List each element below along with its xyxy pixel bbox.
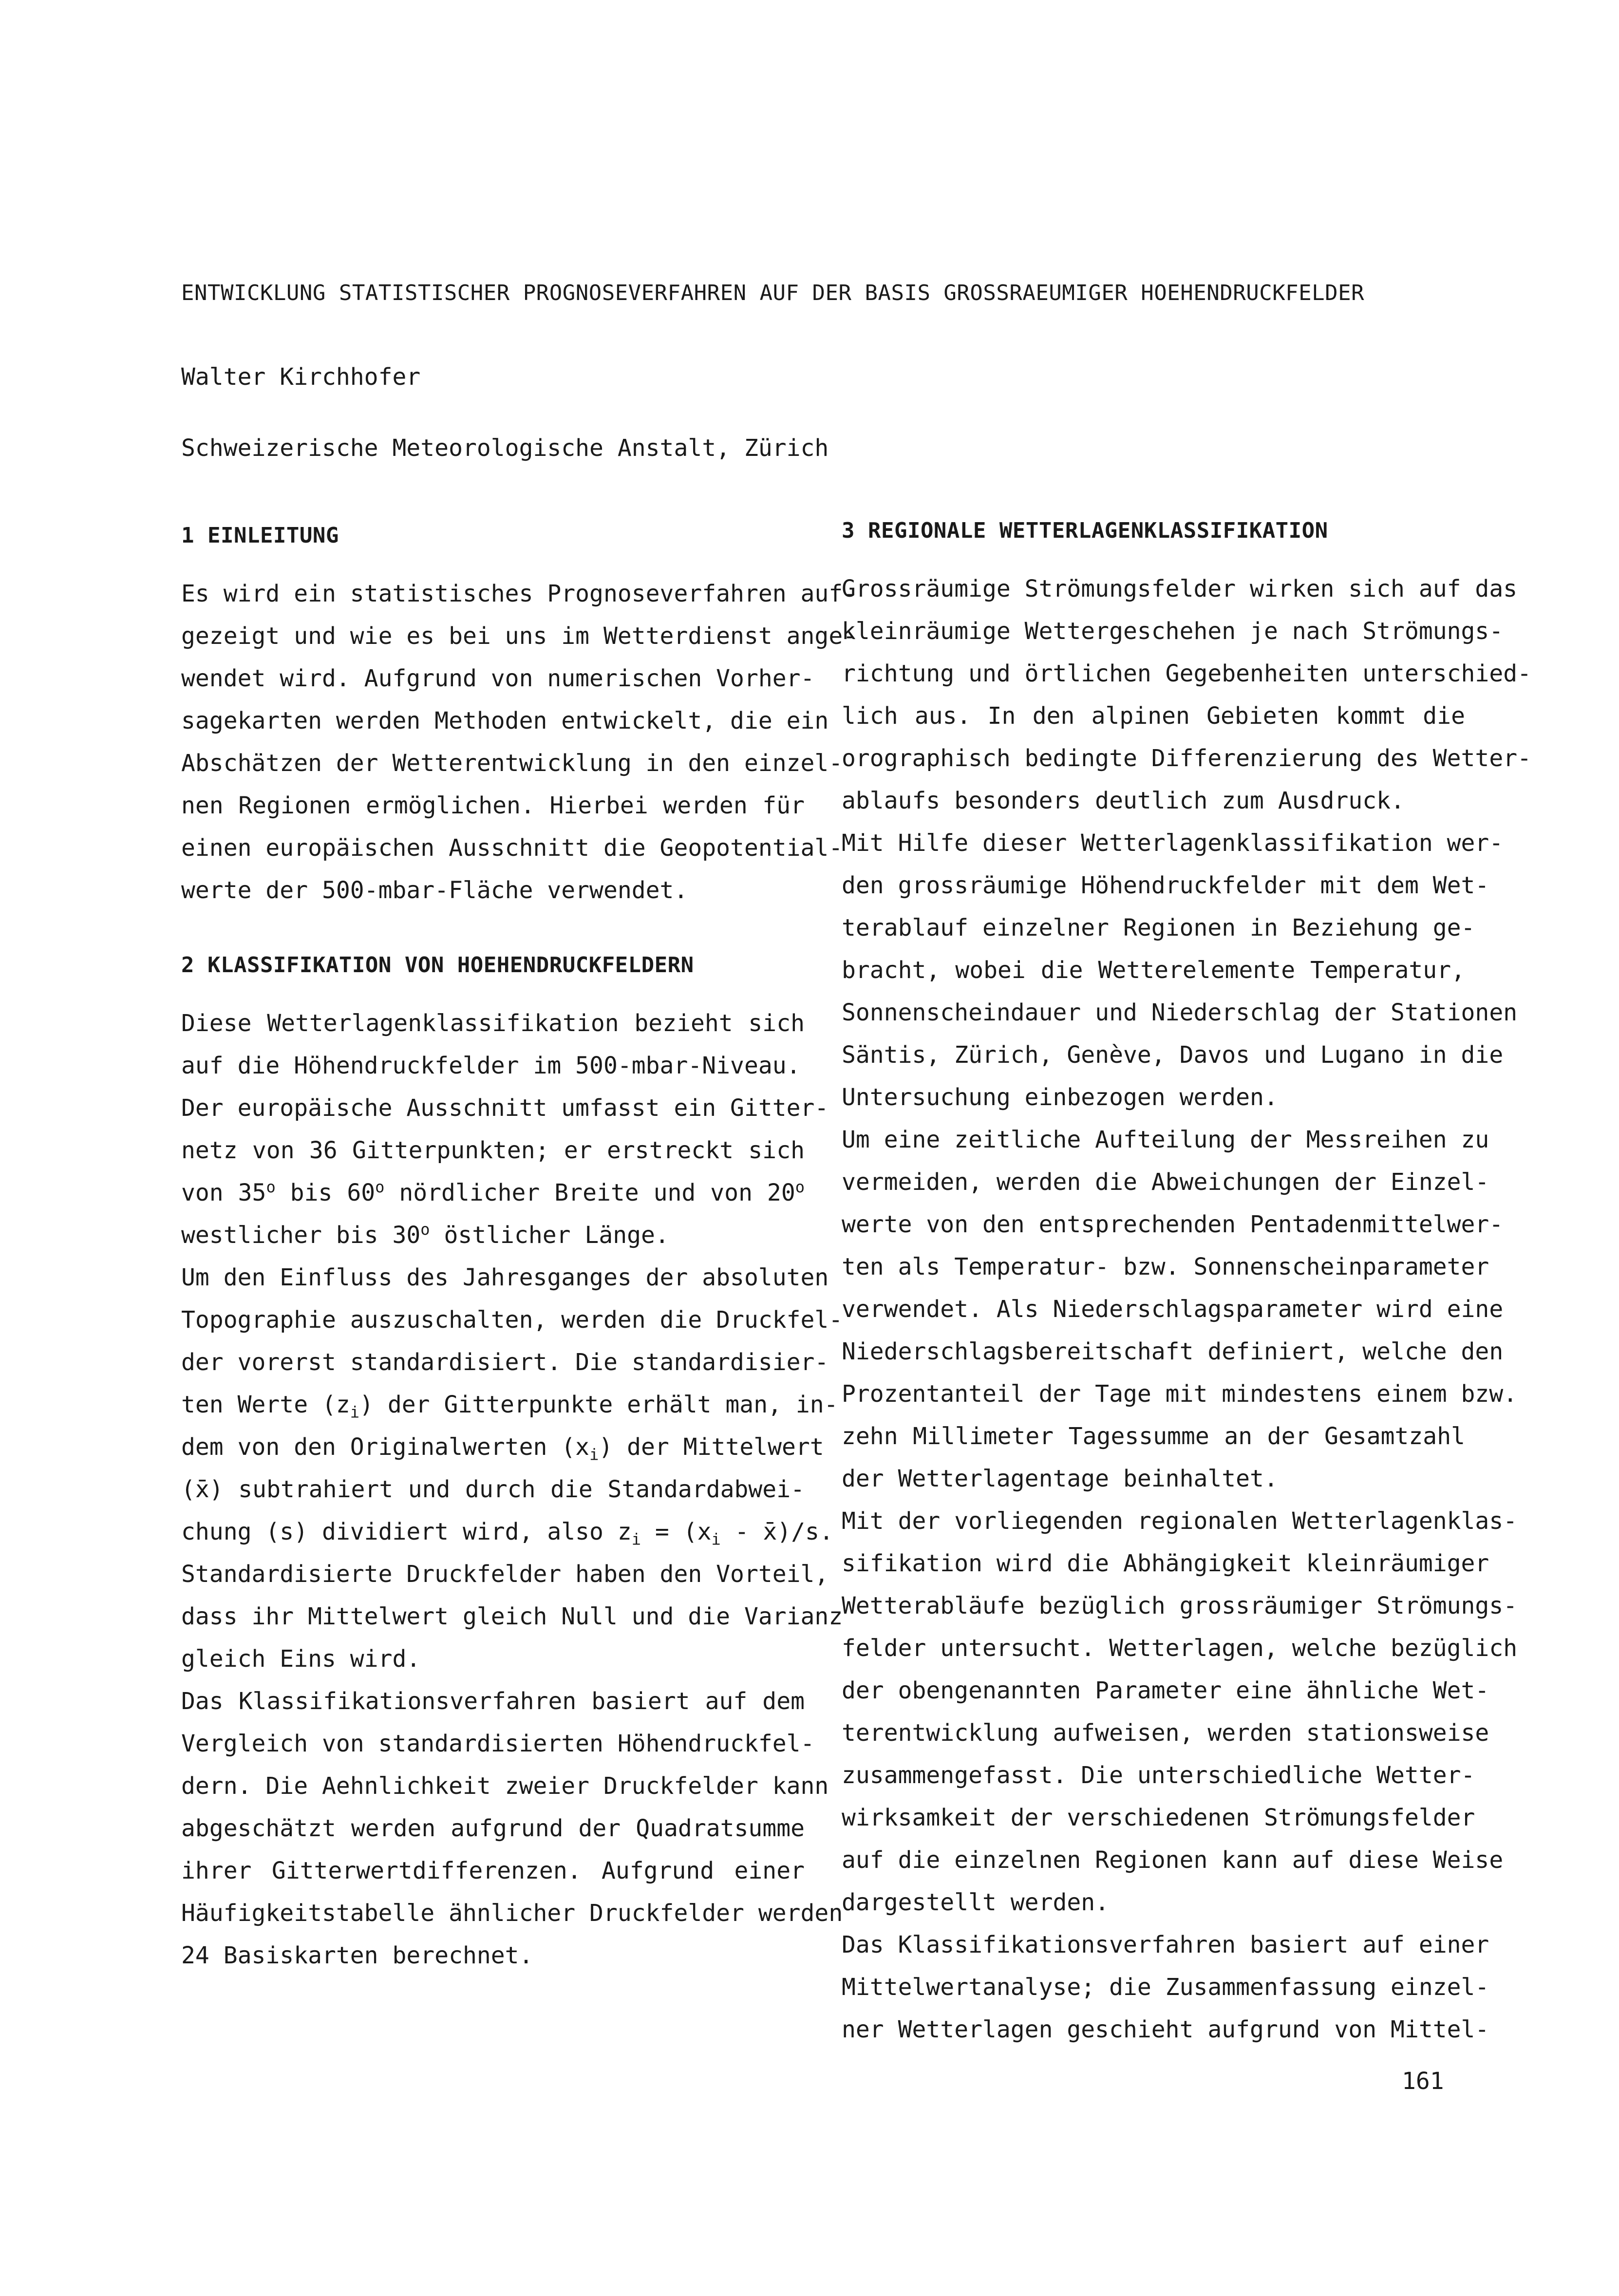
text-line: Das Klassifikationsverfahren basiert auf dem — [181, 1688, 805, 1715]
text-line: sifikation wird die Abhängigkeit kleinräumiger — [842, 1550, 1489, 1577]
paragraph-einleitung — [181, 573, 857, 912]
text-line: terentwicklung aufweisen, werden stationsweise — [842, 1719, 1489, 1747]
text-line: gleich Eins wird. — [181, 1645, 421, 1673]
text-line: Mittelwertanalyse; die Zusammenfassung einzel- — [842, 1974, 1489, 2001]
text-line: auf die Höhendruckfelder im 500-mbar-Niveau. — [181, 1052, 801, 1079]
text-line: Um den Einfluss des Jahresganges der absoluten — [181, 1264, 829, 1291]
section-heading-klassifikation: 2 KLASSIFIKATION VON HOEHENDRUCKFELDERN — [181, 953, 694, 978]
text-line: werte der 500-mbar-Fläche verwendet. — [181, 877, 688, 904]
text-line: der Wetterlagentage beinhaltet. — [842, 1465, 1278, 1492]
text-line: Das Klassifikationsverfahren basiert auf einer — [842, 1931, 1489, 1958]
section-heading-einleitung: 1 EINLEITUNG — [181, 523, 339, 548]
section-heading-regionale: 3 REGIONALE WETTERLAGENKLASSIFIKATION — [842, 518, 1328, 543]
text-line: Niederschlagsbereitschaft definiert, welche den — [842, 1338, 1504, 1365]
left-column — [181, 521, 857, 1977]
text-line: zehn Millimeter Tagessumme an der Gesamtzahl — [842, 1423, 1465, 1450]
text-line: ablaufs besonders deutlich zum Ausdruck. — [842, 787, 1405, 814]
text-line: Abschätzen der Wetterentwicklung in den einzel- — [181, 750, 843, 777]
text-line: ihrer Gitterwertdifferenzen. Aufgrund einer — [181, 1857, 805, 1884]
text-line: Standardisierte Druckfelder haben den Vorteil, — [181, 1561, 829, 1588]
text-line: ten als Temperatur- bzw. Sonnenscheinparameter — [842, 1253, 1489, 1280]
paragraph-regionale — [842, 568, 1532, 2051]
text-line: Der europäische Ausschnitt umfasst ein Gitter- — [181, 1094, 829, 1122]
text-line: der obengenannten Parameter eine ähnliche Wet- — [842, 1677, 1489, 1704]
text-line: vermeiden, werden die Abweichungen der Einzel- — [842, 1168, 1489, 1196]
text-line: Säntis, Zürich, Genève, Davos und Lugano in die — [842, 1041, 1504, 1069]
text-line: (x̄) subtrahiert und durch die Standardabwei- — [181, 1476, 805, 1503]
text-line-subscript: dem von den Originalwerten $(x_i)$ der Mittelwert — [181, 1433, 824, 1464]
text-line: Prozentanteil der Tage mit mindestens einem bzw. — [842, 1380, 1518, 1408]
text-line: dargestellt werden. — [842, 1889, 1110, 1916]
text-line: orographisch bedingte Differenzierung des Wetter- — [842, 745, 1532, 772]
text-line: kleinräumige Wettergeschehen je nach Strömungs- — [842, 618, 1504, 645]
text-line: Um eine zeitliche Aufteilung der Messreihen zu — [842, 1126, 1489, 1153]
text-line: dern. Die Aehnlichkeit zweier Druckfelder kann — [181, 1772, 829, 1800]
text-line: ner Wetterlagen geschieht aufgrund von Mittel- — [842, 2016, 1489, 2043]
author-name: Walter Kirchhofer — [181, 363, 421, 391]
text-line: bracht, wobei die Wetterelemente Temperatur, — [842, 957, 1465, 984]
page-number: 161 — [1402, 2068, 1444, 2095]
text-line: auf die einzelnen Regionen kann auf diese Weise — [842, 1846, 1504, 1874]
text-line: werte von den entsprechenden Pentadenmittelwer- — [842, 1211, 1504, 1238]
text-line: den grossräumige Höhendruckfelder mit dem Wet- — [842, 872, 1489, 899]
text-line: lich aus. In den alpinen Gebieten kommt die — [842, 702, 1465, 730]
text-line: verwendet. Als Niederschlagsparameter wird eine — [842, 1296, 1504, 1323]
text-line: Sonnenscheindauer und Niederschlag der Stationen — [842, 999, 1518, 1026]
paragraph-klassifikation — [181, 1002, 843, 1977]
document-title: ENTWICKLUNG STATISTISCHER PROGNOSEVERFAHREN AUF DER BASIS GROSSRAEUMIGER HOEHENDRUCKFELDER — [181, 281, 1365, 305]
text-line: nen Regionen ermöglichen. Hierbei werden für — [181, 792, 805, 819]
text-line: 24 Basiskarten berechnet. — [181, 1942, 533, 1969]
text-line: Wetterabläufe bezüglich grossräumiger Strömungs- — [842, 1592, 1518, 1619]
text-line: Diese Wetterlagenklassifikation bezieht sich — [181, 1010, 805, 1037]
text-line: felder untersucht. Wetterlagen, welche bezüglich — [842, 1635, 1518, 1662]
text-line: Grossräumige Strömungsfelder wirken sich auf das — [842, 575, 1518, 602]
text-line: Mit Hilfe dieser Wetterlagenklassifikation wer- — [842, 829, 1504, 857]
text-line: zusammengefasst. Die unterschiedliche Wetter- — [842, 1762, 1475, 1789]
text-line: wirksamkeit der verschiedenen Strömungsfelder — [842, 1804, 1475, 1831]
text-line-degrees: von 35$^o$ bis 60$^o$ nördlicher Breite und von 20$^o$ — [181, 1178, 805, 1206]
text-line: dass ihr Mittelwert gleich Null und die Varianz — [181, 1603, 843, 1630]
text-line-degrees: westlicher bis 30$^o$ östlicher Länge. — [181, 1220, 669, 1249]
text-line: gezeigt und wie es bei uns im Wetterdienst ange- — [181, 622, 857, 650]
text-line: abgeschätzt werden aufgrund der Quadratsumme — [181, 1815, 805, 1842]
formula-line: chung (s) dividiert wird, also $z_i = (x_i$ - x̄)/s. — [181, 1518, 833, 1549]
text-line: wendet wird. Aufgrund von numerischen Vorher- — [181, 665, 815, 692]
text-line: Häufigkeitstabelle ähnlicher Druckfelder werden — [181, 1900, 843, 1927]
right-column — [842, 516, 1532, 2051]
author-institution: Schweizerische Meteorologische Anstalt, Zürich — [181, 434, 829, 462]
text-line: der vorerst standardisiert. Die standardisier- — [181, 1349, 829, 1376]
text-line: Mit der vorliegenden regionalen Wetterlagenklas- — [842, 1507, 1518, 1535]
text-line: terablauf einzelner Regionen in Beziehung ge- — [842, 914, 1475, 941]
text-line: einen europäischen Ausschnitt die Geopotential- — [181, 834, 843, 862]
text-line: Untersuchung einbezogen werden. — [842, 1084, 1278, 1111]
text-line: Topographie auszuschalten, werden die Druckfel- — [181, 1306, 843, 1334]
text-line: richtung und örtlichen Gegebenheiten unterschied- — [842, 660, 1532, 687]
text-line: sagekarten werden Methoden entwickelt, die ein — [181, 707, 829, 734]
text-line: Es wird ein statistisches Prognoseverfahren auf- — [181, 580, 857, 607]
text-line: Vergleich von standardisierten Höhendruckfel- — [181, 1730, 815, 1757]
text-line: netz von 36 Gitterpunkten; er erstreckt sich — [181, 1137, 805, 1164]
text-line-subscript: ten Werte $(z_i)$ der Gitterpunkte erhält man, in- — [181, 1391, 838, 1422]
